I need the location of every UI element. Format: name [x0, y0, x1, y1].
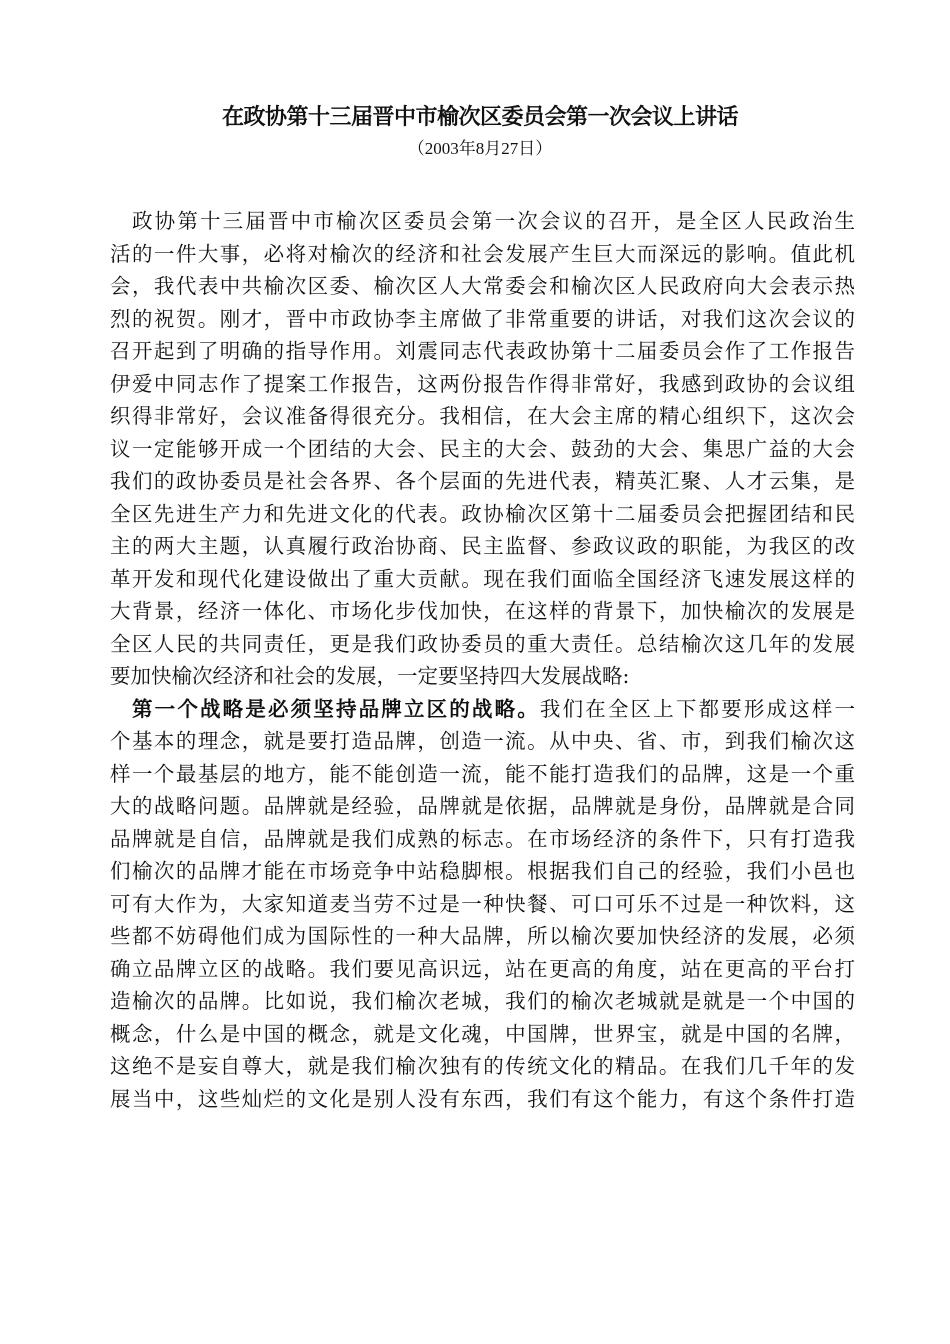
text-line [110, 499, 855, 529]
section-heading: 第一个战略是必须坚持品牌立区的战略。 [132, 696, 540, 721]
line-text: 这绝不是妄自尊大，就是我们榆次独有的传统文化的精品。在我们几千年的发 [110, 1054, 855, 1078]
text-line [110, 239, 855, 269]
text-line [110, 596, 855, 626]
line-text: 要加快榆次经济和社会的发展，一定要坚持四大发展战略: [110, 664, 630, 688]
text-line [110, 856, 855, 886]
text-line [110, 889, 855, 919]
line-text: 些都不妨碍他们成为国际性的一种大品牌，所以榆次要加快经济的发展，必须 [110, 924, 855, 948]
text-line [110, 466, 855, 496]
text-line [110, 759, 855, 789]
line-text: 伊爱中同志作了提案工作报告，这两份报告作得非常好，我感到政协的会议组 [110, 371, 855, 396]
line-text: 会，我代表中共榆次区委、榆次区人大常委会和榆次区人民政府向大会表示热 [110, 274, 855, 298]
line-text: 大背景，经济一体化、市场化步伐加快，在这样的背景下，加快榆次的发展是 [110, 599, 855, 623]
text-line [110, 434, 855, 464]
text-line [110, 1084, 855, 1114]
text-line [132, 694, 855, 724]
line-text: 政协第十三届晋中市榆次区委员会第一次会议的召开，是全区人民政治生 [132, 209, 855, 233]
line-text: 可有大作为，大家知道麦当劳不过是一种快餐、可口可乐不过是一种饮料，这 [110, 891, 855, 916]
text-line [132, 206, 855, 236]
line-text: 烈的祝贺。刚才，晋中市政协李主席做了非常重要的讲话，对我们这次会议的 [110, 306, 855, 331]
line-text: 全区先进生产力和先进文化的代表。政协榆次区第十二届委员会把握团结和民 [110, 501, 855, 526]
line-text: 织得非常好，会议准备得很充分。我相信，在大会主席的精心组织下，这次会 [110, 404, 855, 428]
document-title: 在政协第十三届晋中市榆次区委员会第一次会议上讲话 [221, 104, 738, 130]
text-line [110, 1051, 855, 1081]
text-line [110, 369, 855, 399]
text-line [110, 824, 855, 854]
text-line [110, 531, 855, 561]
line-text: 个基本的理念，就是要打造品牌，创造一流。从中央、省、市，到我们榆次这 [110, 729, 855, 753]
line-text: 展当中，这些灿烂的文化是别人没有东西，我们有这个能力，有这个条件打造 [110, 1086, 855, 1111]
line-text: 概念，什么是中国的概念，就是文化魂，中国牌，世界宝，就是中国的名牌， [110, 1021, 855, 1046]
text-line [110, 1019, 855, 1049]
line-text: 我们在全区上下都要形成这样一 [539, 696, 856, 721]
line-text: 大的战略问题。品牌就是经验，品牌就是依据，品牌就是身份，品牌就是合同 [110, 794, 855, 818]
text-line [110, 921, 855, 951]
text-line [110, 726, 855, 756]
line-text: 我们的政协委员是社会各界、各个层面的先进代表，精英汇聚、人才云集，是 [110, 469, 855, 493]
line-text: 活的一件大事，必将对榆次的经济和社会发展产生巨大而深远的影响。值此机 [110, 241, 855, 266]
text-line [110, 564, 855, 594]
line-text: 全区人民的共同责任，更是我们政协委员的重大责任。总结榆次这几年的发展 [110, 631, 855, 656]
text-line [110, 401, 855, 431]
text-line [110, 271, 855, 301]
text-line [110, 629, 855, 659]
line-text: 召开起到了明确的指导作用。刘震同志代表政协第十二届委员会作了工作报告 [110, 339, 855, 363]
text-line [110, 304, 855, 334]
text-line [110, 791, 855, 821]
line-text: 样一个最基层的地方，能不能创造一流，能不能打造我们的品牌，这是一个重 [110, 761, 855, 786]
line-text: 革开发和现代化建设做出了重大贡献。现在我们面临全国经济飞速发展这样的 [110, 566, 855, 591]
text-line [110, 336, 855, 366]
speech-date: （2003年8月27日） [407, 139, 553, 158]
text-line [110, 954, 855, 984]
text-line [110, 661, 855, 691]
line-text: 确立品牌立区的战略。我们要见高识远，站在更高的角度，站在更高的平台打 [110, 956, 855, 981]
line-text: 造榆次的品牌。比如说，我们榆次老城，我们的榆次老城就是就是一个中国的 [110, 989, 855, 1013]
line-text: 品牌就是自信，品牌就是我们成熟的标志。在市场经济的条件下，只有打造我 [110, 826, 855, 851]
line-text: 们榆次的品牌才能在市场竞争中站稳脚根。根据我们自己的经验，我们小邑也 [110, 859, 855, 883]
text-line [110, 986, 855, 1016]
line-text: 主的两大主题，认真履行政治协商、民主监督、参政议政的职能，为我区的改 [110, 534, 855, 558]
line-text: 议一定能够开成一个团结的大会、民主的大会、鼓劲的大会、集思广益的大会 [110, 436, 855, 461]
